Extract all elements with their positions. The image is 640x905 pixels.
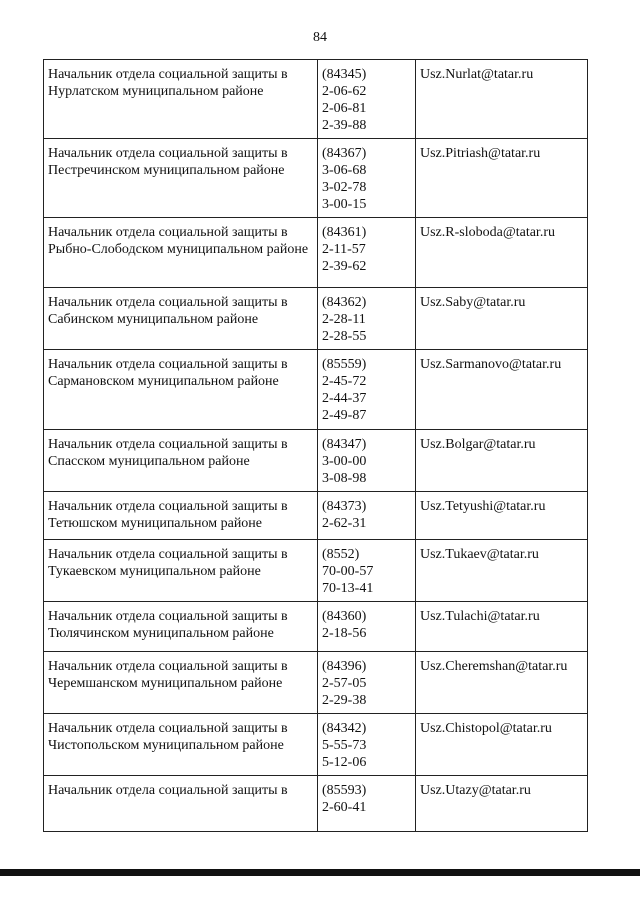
email-cell: Usz.Sarmanovo@tatar.ru bbox=[416, 350, 588, 430]
phone-cell bbox=[318, 714, 416, 776]
phone-number: 2-62-31 bbox=[322, 516, 367, 531]
phone-number: 5-55-73 bbox=[322, 738, 367, 753]
table-row bbox=[44, 602, 588, 652]
contacts-table bbox=[43, 59, 588, 832]
department-title-cell: Начальник отдела социальной защиты в Пестречинском муниципальном районе bbox=[44, 139, 318, 218]
department-title-cell: Начальник отдела социальной защиты в Нурлатском муниципальном районе bbox=[44, 60, 318, 139]
phone-number: 2-39-88 bbox=[322, 118, 367, 133]
table-row bbox=[44, 652, 588, 714]
contacts-table-body bbox=[44, 60, 588, 832]
phone-cell bbox=[318, 492, 416, 540]
email-cell: Usz.Utazy@tatar.ru bbox=[416, 776, 588, 832]
table-row bbox=[44, 350, 588, 430]
department-title-cell: Начальник отдела социальной защиты в Черемшанском муниципальном районе bbox=[44, 652, 318, 714]
email-cell: Usz.R-sloboda@tatar.ru bbox=[416, 218, 588, 288]
department-title-cell: Начальник отдела социальной защиты в Сармановском муниципальном районе bbox=[44, 350, 318, 430]
phone-number: 3-02-78 bbox=[322, 180, 367, 195]
table-row bbox=[44, 430, 588, 492]
phone-cell bbox=[318, 430, 416, 492]
phone-number: 2-11-57 bbox=[322, 242, 366, 257]
phone-number: 3-00-15 bbox=[322, 197, 367, 212]
phone-number: 70-00-57 bbox=[322, 564, 374, 579]
phone-number: (84361) bbox=[322, 225, 367, 240]
phone-cell bbox=[318, 540, 416, 602]
phone-number: (8552) bbox=[322, 547, 360, 562]
scan-edge-bar bbox=[0, 869, 640, 876]
email-cell: Usz.Cheremshan@tatar.ru bbox=[416, 652, 588, 714]
phone-number: 70-13-41 bbox=[322, 581, 374, 596]
phone-number: (84342) bbox=[322, 721, 367, 736]
email-cell: Usz.Tukaev@tatar.ru bbox=[416, 540, 588, 602]
phone-number: (84345) bbox=[322, 67, 367, 82]
phone-number: (84360) bbox=[322, 609, 367, 624]
email-cell: Usz.Saby@tatar.ru bbox=[416, 288, 588, 350]
phone-number: 2-28-55 bbox=[322, 329, 367, 344]
department-title-cell: Начальник отдела социальной защиты в Тукаевском муниципальном районе bbox=[44, 540, 318, 602]
phone-number: 2-06-62 bbox=[322, 84, 367, 99]
phone-number: 2-49-87 bbox=[322, 408, 367, 423]
table-row bbox=[44, 288, 588, 350]
phone-cell bbox=[318, 652, 416, 714]
phone-number: (84373) bbox=[322, 499, 367, 514]
page-number: 84 bbox=[313, 30, 327, 45]
table-row bbox=[44, 492, 588, 540]
phone-number: 2-60-41 bbox=[322, 800, 367, 815]
phone-number: 2-57-05 bbox=[322, 676, 367, 691]
department-title-cell: Начальник отдела социальной защиты в Сабинском муниципальном районе bbox=[44, 288, 318, 350]
department-title-cell: Начальник отдела социальной защиты в Тюлячинском муниципальном районе bbox=[44, 602, 318, 652]
department-title-cell: Начальник отдела социальной защиты в Рыбно-Слободском муниципальном районе bbox=[44, 218, 318, 288]
phone-number: (85593) bbox=[322, 783, 367, 798]
phone-number: 2-44-37 bbox=[322, 391, 367, 406]
phone-number: 2-06-81 bbox=[322, 101, 367, 116]
phone-number: (84396) bbox=[322, 659, 367, 674]
table-row bbox=[44, 139, 588, 218]
email-cell: Usz.Bolgar@tatar.ru bbox=[416, 430, 588, 492]
phone-cell bbox=[318, 776, 416, 832]
table-row bbox=[44, 218, 588, 288]
table-row bbox=[44, 776, 588, 832]
phone-number: (84347) bbox=[322, 437, 367, 452]
phone-cell bbox=[318, 288, 416, 350]
email-cell: Usz.Chistopol@tatar.ru bbox=[416, 714, 588, 776]
department-title-cell: Начальник отдела социальной защиты в Чистопольском муниципальном районе bbox=[44, 714, 318, 776]
phone-number: 3-00-00 bbox=[322, 454, 367, 469]
phone-cell bbox=[318, 350, 416, 430]
department-title-cell: Начальник отдела социальной защиты в Спасском муниципальном районе bbox=[44, 430, 318, 492]
email-cell: Usz.Nurlat@tatar.ru bbox=[416, 60, 588, 139]
table-row bbox=[44, 60, 588, 139]
email-cell: Usz.Tetyushi@tatar.ru bbox=[416, 492, 588, 540]
table-row bbox=[44, 714, 588, 776]
phone-number: (85559) bbox=[322, 357, 367, 372]
phone-number: 3-08-98 bbox=[322, 471, 367, 486]
phone-cell bbox=[318, 139, 416, 218]
phone-number: 2-18-56 bbox=[322, 626, 367, 641]
phone-number: 2-29-38 bbox=[322, 693, 367, 708]
phone-number: (84367) bbox=[322, 146, 367, 161]
phone-cell bbox=[318, 60, 416, 139]
email-cell: Usz.Tulachi@tatar.ru bbox=[416, 602, 588, 652]
phone-cell bbox=[318, 602, 416, 652]
phone-number: (84362) bbox=[322, 295, 367, 310]
email-cell: Usz.Pitriash@tatar.ru bbox=[416, 139, 588, 218]
phone-number: 2-28-11 bbox=[322, 312, 366, 327]
phone-number: 2-45-72 bbox=[322, 374, 367, 389]
phone-number: 3-06-68 bbox=[322, 163, 367, 178]
phone-cell bbox=[318, 218, 416, 288]
phone-number: 2-39-62 bbox=[322, 259, 367, 274]
department-title-cell: Начальник отдела социальной защиты в bbox=[44, 776, 318, 832]
table-row bbox=[44, 540, 588, 602]
phone-number: 5-12-06 bbox=[322, 755, 367, 770]
department-title-cell: Начальник отдела социальной защиты в Тетюшском муниципальном районе bbox=[44, 492, 318, 540]
